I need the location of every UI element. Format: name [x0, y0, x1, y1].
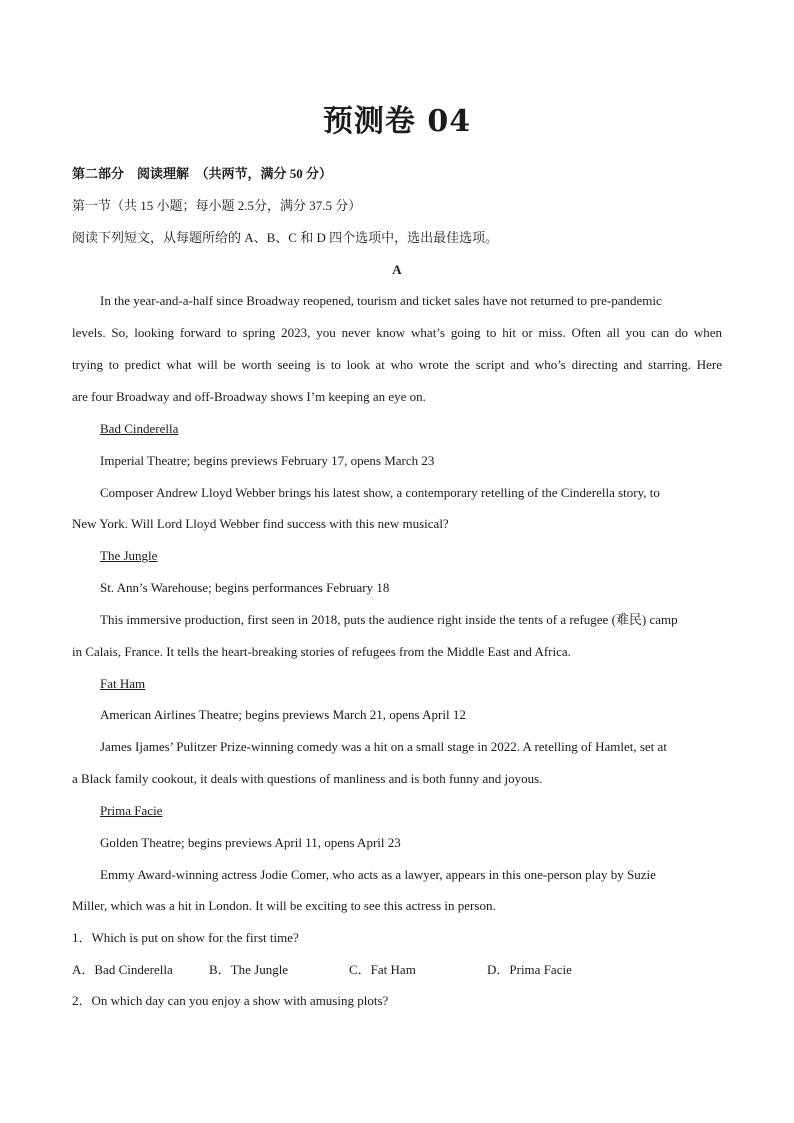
show-venue: St. Ann’s Warehouse; begins performances February 18	[100, 580, 390, 595]
instruction: 阅读下列短文，从每题所给的 A、B、C 和 D 四个选项中，选出最佳选项。	[72, 230, 499, 245]
show-desc-line: Miller, which was a hit in London. It will be exciting to see this actress in person.	[72, 898, 496, 913]
intro-line-3: trying to predict what will be worth seeing is to look at who wrote the script and who’s directing and starring. Here	[72, 357, 722, 372]
show-venue: Golden Theatre; begins previews April 11, opens April 23	[100, 835, 401, 850]
show-title: The Jungle	[100, 548, 158, 563]
question-2: 2．On which day can you enjoy a show with amusing plots?	[72, 993, 389, 1008]
show-desc-line: Emmy Award-winning actress Jodie Comer, who acts as a lawyer, appears in this one-person play by Suzie	[100, 867, 656, 882]
section-letter: A	[392, 262, 402, 277]
show-desc-line: This immersive production, first seen in 2018, puts the audience right inside the tents of a refugee (难民) camp	[100, 612, 678, 627]
intro-line-2: levels. So, looking forward to spring 2023, you never know what’s going to hit or miss. Often all you can do when	[72, 325, 722, 340]
question-1: 1．Which is put on show for the first time?	[72, 930, 299, 945]
show-title: Prima Facie	[100, 803, 163, 818]
part-header: 第二部分 阅读理解 （共两节，满分 50 分）	[72, 166, 333, 181]
option-a: A．Bad Cinderella	[72, 962, 173, 977]
show-venue: American Airlines Theatre; begins previews March 21, opens April 12	[100, 707, 466, 722]
show-title: Bad Cinderella	[100, 421, 179, 436]
page-title: 预测卷 04	[322, 104, 472, 139]
intro-line-4: are four Broadway and off-Broadway shows I’m keeping an eye on.	[72, 389, 426, 404]
show-desc-line: in Calais, France. It tells the heart-breaking stories of refugees from the Middle East and Africa.	[72, 644, 571, 659]
show-desc-line: New York. Will Lord Lloyd Webber find success with this new musical?	[72, 516, 449, 531]
show-desc-line: Composer Andrew Lloyd Webber brings his latest show, a contemporary retelling of the Cinderella story, to	[100, 485, 660, 500]
option-b: B．The Jungle	[209, 962, 289, 977]
show-desc-line: a Black family cookout, it deals with questions of manliness and is both funny and joyous.	[72, 771, 543, 786]
show-title: Fat Ham	[100, 676, 146, 691]
intro-line-1: In the year-and-a-half since Broadway reopened, tourism and ticket sales have not returned to pre-pandemic	[100, 293, 662, 308]
option-c: C．Fat Ham	[349, 962, 416, 977]
show-venue: Imperial Theatre; begins previews February 17, opens March 23	[100, 453, 435, 468]
option-d: D．Prima Facie	[487, 962, 572, 977]
section-header: 第一节（共 15 小题；每小题 2.5分，满分 37.5 分）	[72, 198, 362, 213]
show-desc-line: James Ijames’ Pulitzer Prize-winning comedy was a hit on a small stage in 2022. A retelling of Hamlet, set at	[100, 739, 667, 754]
